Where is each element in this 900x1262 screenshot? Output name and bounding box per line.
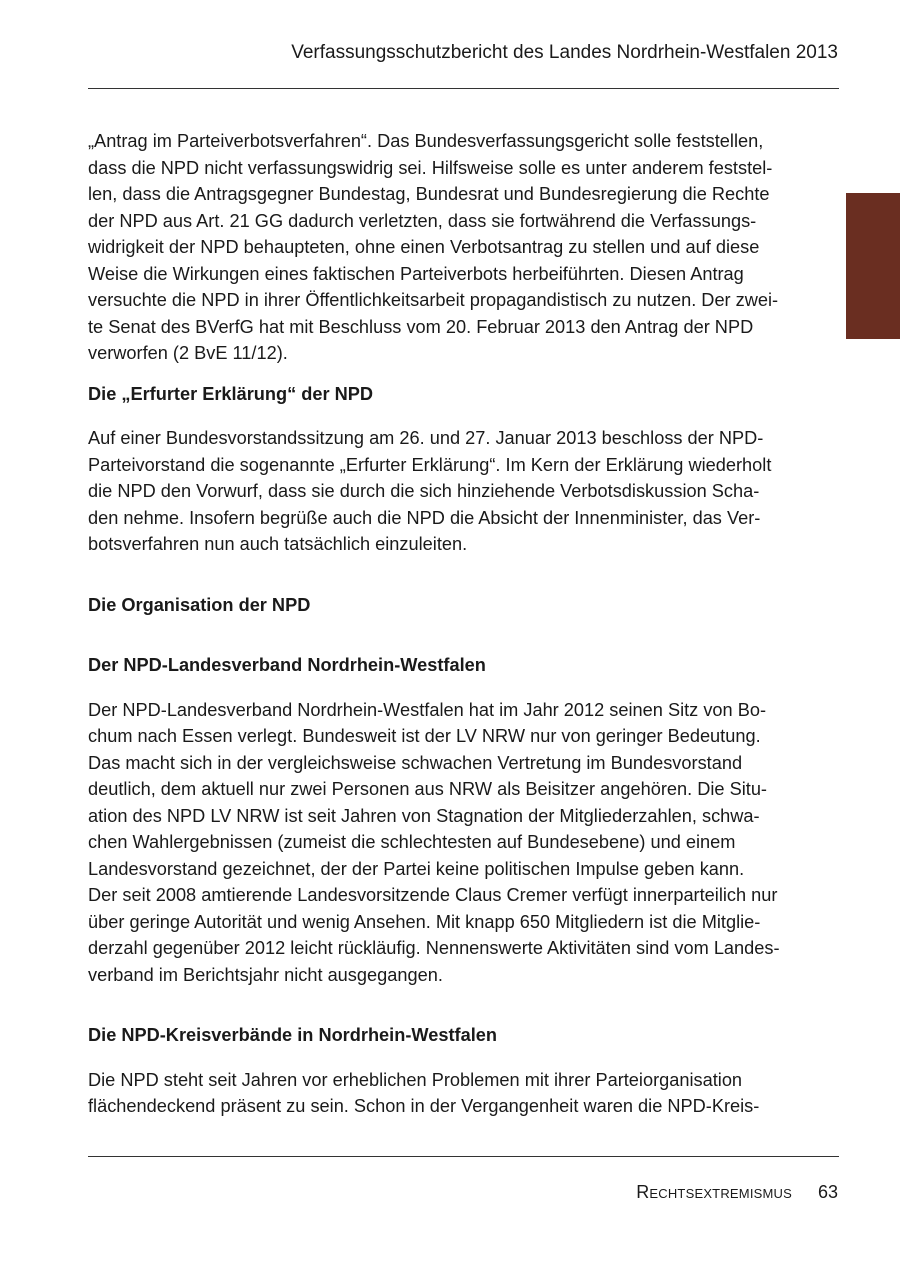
text-line: Auf einer Bundesvorstandssitzung am 26. und 27. Januar 2013 beschloss der NPD- bbox=[88, 428, 764, 448]
paragraph-kreisverbaende bbox=[88, 1067, 798, 1120]
text-line: flächendeckend präsent zu sein. Schon in der Vergangenheit waren die NPD-Kreis- bbox=[88, 1096, 760, 1116]
text-line: te Senat des BVerfG hat mit Beschluss vom 20. Februar 2013 den Antrag der NPD bbox=[88, 316, 754, 337]
page-body bbox=[88, 128, 798, 1120]
text-line: verband im Berichtsjahr nicht ausgegangen. bbox=[88, 964, 443, 985]
text-line: chum nach Essen verlegt. Bundesweit ist der LV NRW nur von geringer Bedeutung. bbox=[88, 726, 761, 746]
text-line: Der seit 2008 amtierende Landesvorsitzende Claus Cremer verfügt innerparteilich nur bbox=[88, 885, 778, 905]
chapter-tab-marker bbox=[846, 193, 900, 339]
paragraph-landesverband bbox=[88, 697, 798, 989]
text-line: chen Wahlergebnissen (zumeist die schlechtesten auf Bundesebene) und einem bbox=[88, 832, 736, 852]
text-line: dass die NPD nicht verfassungswidrig sei. Hilfsweise solle es unter anderem feststel- bbox=[88, 157, 773, 178]
text-line: die NPD den Vorwurf, dass sie durch die sich hinziehende Verbotsdiskussion Scha- bbox=[88, 481, 760, 501]
heading-erfurter-erklaerung: Die „Erfurter Erklärung“ der NPD bbox=[88, 383, 374, 404]
text-line: ation des NPD LV NRW ist seit Jahren von Stagnation der Mitgliederzahlen, schwa- bbox=[88, 805, 760, 826]
text-line: Das macht sich in der vergleichsweise schwachen Vertretung im Bundesvorstand bbox=[88, 752, 743, 773]
text-line: botsverfahren nun auch tatsächlich einzuleiten. bbox=[88, 534, 468, 554]
text-line: len, dass die Antragsgegner Bundestag, Bundesrat und Bundesregierung die Rechte bbox=[88, 184, 770, 204]
text-line: „Antrag im Parteiverbotsverfahren“. Das Bundesverfassungsgericht solle feststellen, bbox=[88, 131, 764, 151]
text-line: den nehme. Insofern begrüße auch die NPD die Absicht der Innenminister, das Ver- bbox=[88, 507, 761, 528]
paragraph-antrag bbox=[88, 128, 798, 367]
footer-rule bbox=[88, 1156, 839, 1157]
text-line: Landesvorstand gezeichnet, der der Partei keine politischen Impulse geben kann. bbox=[88, 858, 745, 879]
text-line: derzahl gegenüber 2012 leicht rückläufig. Nennenswerte Aktivitäten sind vom Landes- bbox=[88, 938, 780, 958]
page-number: 63 bbox=[817, 1182, 838, 1202]
text-line: Der NPD-Landesverband Nordrhein-Westfalen hat im Jahr 2012 seinen Sitz von Bo- bbox=[88, 699, 766, 720]
heading-kreisverbaende: Die NPD-Kreisverbände in Nordrhein-Westfalen bbox=[88, 1025, 497, 1045]
text-line: über geringe Autorität und wenig Ansehen. Mit knapp 650 Mitgliedern ist die Mitglie- bbox=[88, 911, 761, 932]
text-line: der NPD aus Art. 21 GG dadurch verletzten, dass sie fortwährend die Verfassungs- bbox=[88, 210, 757, 231]
heading-organisation: Die Organisation der NPD bbox=[88, 594, 311, 615]
text-line: Weise die Wirkungen eines faktischen Parteiverbots herbeiführten. Diesen Antrag bbox=[88, 263, 744, 284]
text-line: Parteivorstand die sogenannte „Erfurter Erklärung“. Im Kern der Erklärung wiederholt bbox=[88, 454, 772, 475]
text-line: Die NPD steht seit Jahren vor erheblichen Problemen mit ihrer Parteiorganisation bbox=[88, 1069, 743, 1090]
paragraph-erfurter-erklaerung bbox=[88, 425, 798, 558]
running-header-title: Verfassungsschutzbericht des Landes Nordrhein-Westfalen 2013 bbox=[291, 42, 838, 63]
header-rule bbox=[88, 88, 839, 89]
heading-landesverband: Der NPD-Landesverband Nordrhein-Westfalen bbox=[88, 655, 486, 675]
text-line: deutlich, dem aktuell nur zwei Personen aus NRW als Beisitzer angehören. Die Situ- bbox=[88, 779, 767, 799]
text-line: widrigkeit der NPD behaupteten, ohne einen Verbotsantrag zu stellen und auf diese bbox=[88, 237, 760, 257]
text-line: verworfen (2 BvE 11/12). bbox=[88, 343, 288, 363]
footer-section-name: Rechtsextremismus bbox=[636, 1182, 792, 1202]
text-line: versuchte die NPD in ihrer Öffentlichkeitsarbeit propagandistisch zu nutzen. Der zwei- bbox=[88, 290, 779, 310]
